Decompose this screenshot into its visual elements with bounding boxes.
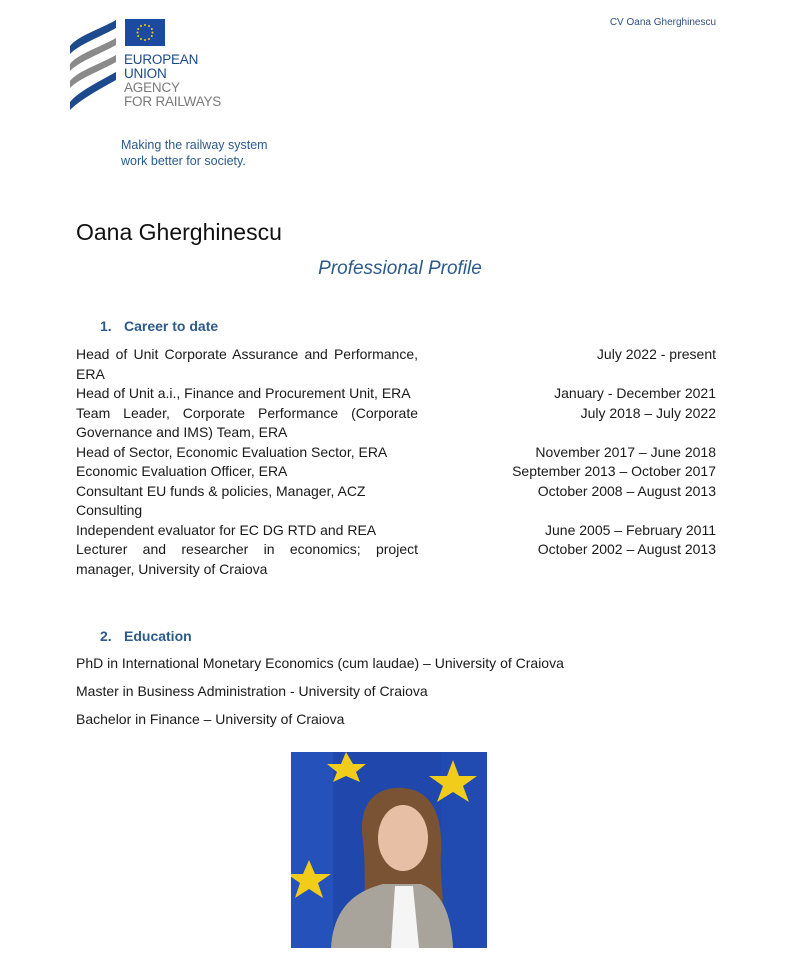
- education-heading-number: 2.: [100, 628, 112, 644]
- document-title: Professional Profile: [318, 258, 482, 279]
- railway-stripes-icon: [68, 18, 120, 110]
- career-heading-number: 1.: [100, 318, 112, 334]
- education-item: PhD in International Monetary Economics (cum laudae) – University of Craiova: [76, 655, 564, 671]
- career-role: Team Leader, Corporate Performance (Corporate Governance and IMS) Team, ERA: [76, 404, 418, 440]
- education-heading-text: Education: [124, 628, 192, 644]
- career-dates: October 2008 – August 2013: [537, 482, 716, 499]
- agency-name: [124, 53, 221, 109]
- career-role: Head of Unit Corporate Assurance and Performance, ERA: [76, 346, 418, 382]
- career-dates: October 2002 – August 2013: [537, 541, 716, 557]
- career-role: Economic Evaluation Officer, ERA: [76, 463, 288, 479]
- logo-line-3: AGENCY: [124, 80, 180, 95]
- career-row: [76, 462, 716, 482]
- education-item: Master in Business Administration - University of Craiova: [76, 683, 428, 699]
- career-row: [76, 404, 716, 443]
- career-row: [76, 482, 716, 521]
- tagline-line-2: work better for society.: [121, 154, 246, 168]
- career-role: Lecturer and researcher in economics; project manager, University of Craiova: [76, 541, 418, 577]
- career-heading-text: Career to date: [124, 318, 219, 334]
- person-name: Oana Gherghinescu: [76, 219, 282, 245]
- career-dates: July 2022 - present: [596, 346, 716, 362]
- eu-flag-icon: [125, 19, 165, 46]
- career-dates: July 2018 – July 2022: [580, 404, 716, 421]
- era-logo: [68, 18, 268, 118]
- logo-line-2: UNION: [124, 66, 167, 81]
- career-row: [76, 443, 716, 463]
- portrait-photo: [291, 752, 487, 948]
- portrait-illustration: [291, 752, 487, 948]
- education-item: Bachelor in Finance – University of Craiova: [76, 711, 345, 727]
- career-row: [76, 345, 716, 384]
- tagline-line-1: Making the railway system: [121, 138, 268, 152]
- education-heading: [100, 628, 192, 644]
- career-dates: June 2005 – February 2011: [545, 521, 716, 538]
- career-role: Consultant EU funds & policies, Manager, ACZ Consulting: [76, 482, 366, 518]
- career-row: [76, 384, 716, 404]
- career-role: Head of Sector, Economic Evaluation Sector, ERA: [76, 443, 388, 460]
- agency-tagline: [121, 137, 268, 169]
- career-dates: September 2013 – October 2017: [512, 463, 716, 479]
- career-role: Head of Unit a.i., Finance and Procurement Unit, ERA: [76, 385, 411, 401]
- career-dates: January - December 2021: [554, 385, 716, 401]
- education-list: [76, 654, 564, 738]
- career-heading: [100, 318, 218, 334]
- document-header-reference: CV Oana Gherghinescu: [609, 17, 716, 28]
- career-dates: November 2017 – June 2018: [535, 443, 716, 460]
- career-list: [76, 345, 716, 579]
- career-row: [76, 540, 716, 579]
- logo-line-1: EUROPEAN: [124, 52, 199, 67]
- career-row: [76, 521, 716, 541]
- logo-line-4: FOR RAILWAYS: [124, 94, 222, 109]
- career-role: Independent evaluator for EC DG RTD and REA: [76, 521, 377, 538]
